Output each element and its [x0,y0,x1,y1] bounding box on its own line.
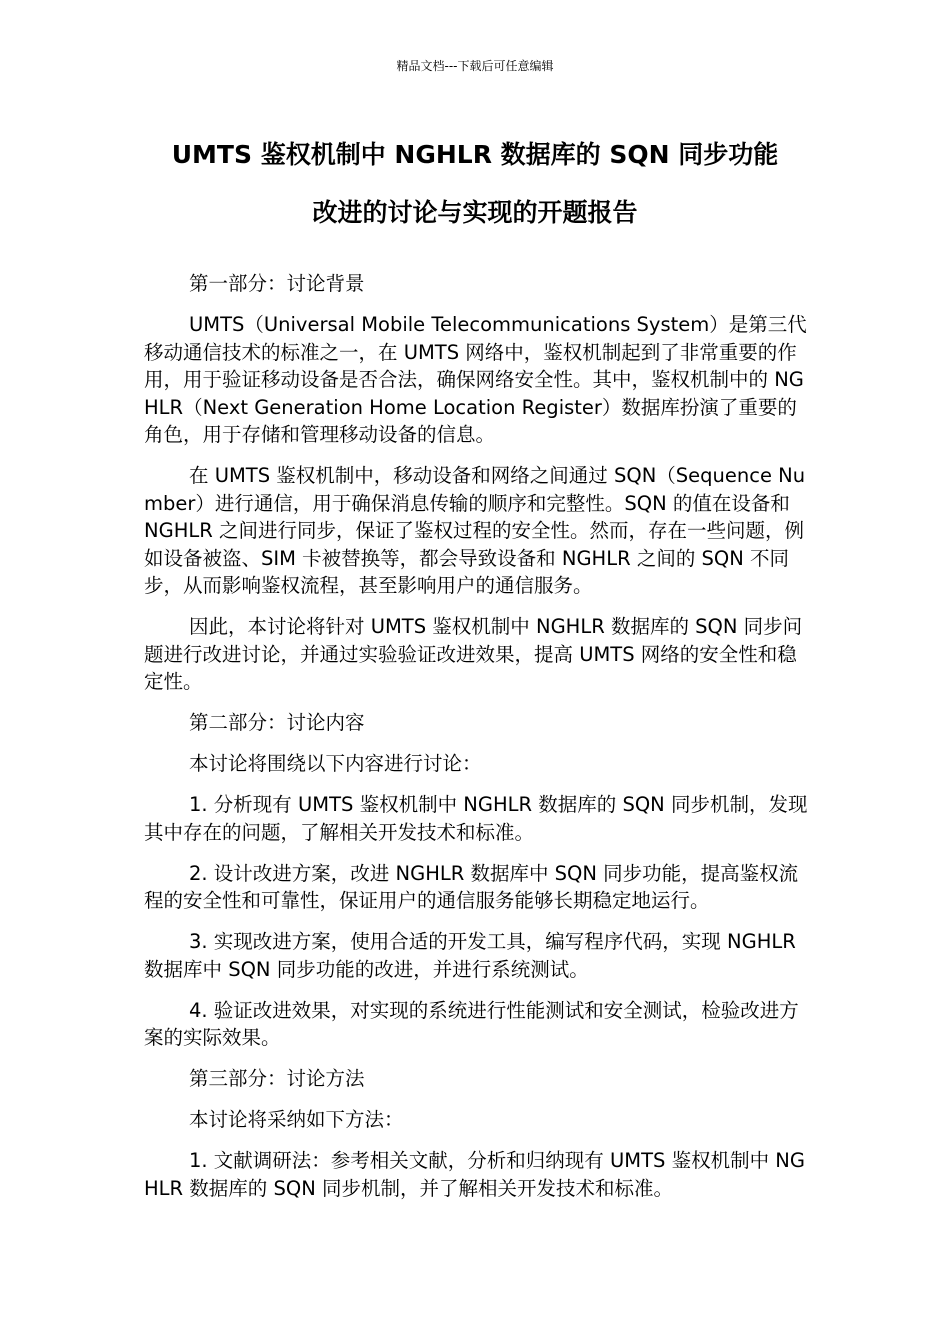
page-header-note: 精品文档---下载后可任意编辑 [396,59,554,73]
paragraph-sqn-problem: 在 UMTS 鉴权机制中，移动设备和网络之间通过 SQN（Sequence Number）进行通信，用于确保消息传输的顺序和完整性。SQN 的值在设备和 NGHLR 之间进行同步，保证了鉴权过程的安全性。然而，存在一些问题，例如设备被盗、SIM 卡被替换等，都会导致设备和 NGHLR 之间的 SQN 不同步，从而影响鉴权流程，甚至影响用户的通信服务。 [144,464,806,597]
paragraph-content-intro: 本讨论将围绕以下内容进行讨论： [189,752,482,775]
section-heading-background: 第一部分：讨论背景 [189,272,365,295]
list-item-content-3: 3. 实现改进方案，使用合适的开发工具，编写程序代码，实现 NGHLR 数据库中 SQN 同步功能的改进，并进行系统测试。 [144,930,796,981]
section-heading-methods: 第三部分：讨论方法 [189,1067,365,1090]
document-title-line-2: 改进的讨论与实现的开题报告 [312,198,638,227]
list-item-content-1: 1. 分析现有 UMTS 鉴权机制中 NGHLR 数据库的 SQN 同步机制，发现其中存在的问题，了解相关开发技术和标准。 [144,793,808,844]
document-body [144,270,808,1216]
section-heading-content: 第二部分：讨论内容 [189,711,365,734]
paragraph-research-goal: 因此，本讨论将针对 UMTS 鉴权机制中 NGHLR 数据库的 SQN 同步问题进行改进讨论，并通过实验验证改进效果，提高 UMTS 网络的安全性和稳定性。 [144,615,803,693]
paragraph-methods-intro: 本讨论将采纳如下方法： [189,1108,404,1131]
list-item-method-1: 1. 文献调研法：参考相关文献，分析和归纳现有 UMTS 鉴权机制中 NGHLR 数据库的 SQN 同步机制，并了解相关开发技术和标准。 [144,1149,805,1200]
paragraph-umts-intro: UMTS（Universal Mobile Telecommunications System）是第三代移动通信技术的标准之一，在 UMTS 网络中，鉴权机制起到了非常重要的作用，用于验证移动设备是否合法，确保网络安全性。其中，鉴权机制中的 NGHLR（Next Generation Home Location Register）数据库扮演了重要的角色，用于存储和管理移动设备的信息。 [144,313,807,446]
list-item-content-2: 2. 设计改进方案，改进 NGHLR 数据库中 SQN 同步功能，提高鉴权流程的安全性和可靠性，保证用户的通信服务能够长期稳定地运行。 [144,861,799,912]
document-title-line-1: UMTS 鉴权机制中 NGHLR 数据库的 SQN 同步功能 [171,140,779,169]
list-item-content-4: 4. 验证改进效果，对实现的系统进行性能测试和安全测试，检验改进方案的实际效果。 [144,998,799,1049]
